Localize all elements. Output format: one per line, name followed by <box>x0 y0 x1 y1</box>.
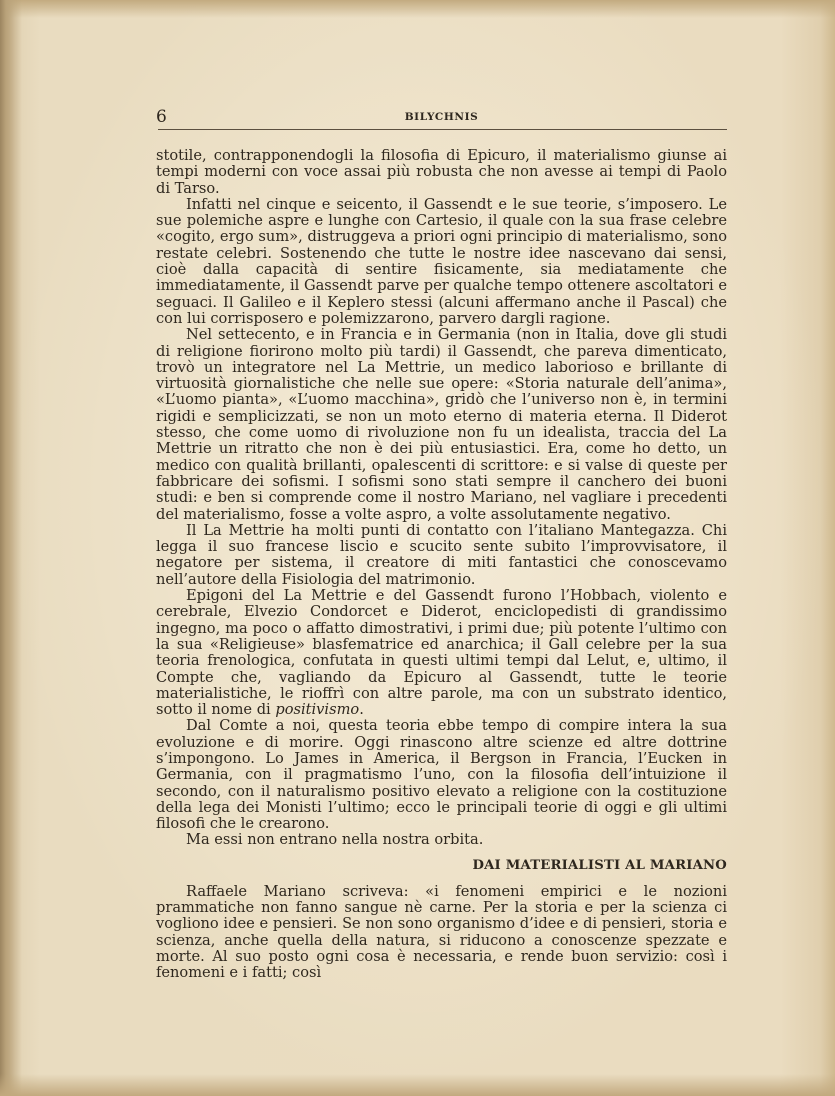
paragraph-la-mettrie: Il La Mettrie ha molti punti di contatto con l’italiano Mantegazza. Chi legga il suo francese liscio e scucito sente subito l’improvvisatore, il negatore per sistema, il creatore di miti fantastici che conoscevamo nell’autore della Fisiologia del matrimonio. <box>156 521 727 588</box>
paragraph-settecento: Nel settecento, e in Francia e in Germania (non in Italia, dove gli studi di religione fiorirono molto più tardi) il Gassendt, che pareva dimenticato, trovò un integratore nel La Mettrie, un medico laborioso e brillante di virtuosità giornalistiche che nelle sue opere: «Storia naturale dell’anima», «L’uomo pianta», «L’uomo macchina», gridò che l’universo non è, in termini rigidi e semplicizzati, se non un moto eterno di materia eterna. Il Diderot stesso, che come uomo di rivoluzione non fu un idealista, traccia del La Mettrie un ritratto che non è dei più entusiastici. Era, come ho detto, un medico con qualità brillanti, opalescenti di scrittore: e si valse di queste per fabbricare dei sofismi. I sofismi sono stati sempre il canchero dei buoni studi: e ben si comprende come il nostro Mariano, nel vagliare i precedenti del materialismo, fosse a volte aspro, a volte assolutamente negativo. <box>156 326 727 523</box>
section-heading: DAI MATERIALISTI AL MARIANO <box>472 857 727 873</box>
running-head <box>156 106 727 128</box>
journal-title: BILYCHNIS <box>404 111 479 123</box>
paragraph-gassendt: Infatti nel cinque e seicento, il Gassendt e le sue teorie, s’imposero. Le sue polemiche aspre e lunghe con Cartesio, il quale con la sua frase celebre «cogito, ergo sum», distruggeva a priori ogni principio di materialismo, sono restate celebri. Sostenendo che tutte le nostre idee nascevano dai sensi, cioè dalla capacità di sentire fisicamente, sia mediatamente che immediatamente, il Gassendt parve per qualche tempo ottenere ascoltatori e seguaci. Il Galileo e il Keplero stessi (alcuni affermano anche il Pascal) che con lui corrisposero e polemizzarono, parvero dargli ragione. <box>156 195 727 327</box>
paragraph-continuation: stotile, contrapponendogli la filosofia di Epicuro, il materialismo giunse ai tempi moderni con voce assai più robusta che non avesse ai tempi di Paolo di Tarso. <box>156 147 727 197</box>
page-number: 6 <box>156 107 167 127</box>
emphasis-positivismo: positivismo <box>275 701 360 719</box>
body-text <box>156 148 727 982</box>
header-rule <box>158 129 727 130</box>
paragraph-mariano: Raffaele Mariano scriveva: «i fenomeni empirici e le nozioni prammatiche non fanno sangue nè carne. Per la storia e per la scienza ci vogliono idee e pensieri. Se non sono organismo d’idee e di pensieri, storia e scienza, anche quella della natura, si riducono a conoscenze spezzate e morte. Al suo posto ogni cosa è necessaria, e rende buon servizio: così i fenomeni e i fatti; così <box>156 882 727 982</box>
paragraph-comte: Dal Comte a noi, questa teoria ebbe tempo di compire intera la sua evoluzione e di morire. Oggi rinascono altre scienze ed altre dottrine s’impongono. Lo James in America, il Bergson in Francia, l’Eucken in Germania, con il pragmatismo l’uno, con la filosofia dell’intuizione il secondo, con il naturalismo positivo elevato a religione con la costituzione della lega dei Monisti l’ultimo; ecco le principali teorie di oggi e gli ultimi filosofi che le crearono. <box>156 717 727 833</box>
page-binding-edge <box>0 0 22 1096</box>
paragraph-orbita: Ma essi non entrano nella nostra orbita. <box>186 831 484 849</box>
paragraph-epigoni-text: Epigoni del La Mettrie e del Gassendt furono l’Hobbach, violento e cerebrale, Elvezio Condorcet e Diderot, enciclopedisti di grandissimo ingegno, ma poco o affatto dimostrativi, i primi due; più potente l’ultimo con la sua «Religieuse» blasfematrice ed anarchica; il Gall celebre per la sua teoria frenologica, confutata in questi ultimi tempi dal Lelut, e, ultimo, il Compte che, vagliando da Epicuro al Gassendt, tutte le teorie materialistiche, le rioffrì con altre parole, ma con un substrato identico, sotto il nome di <box>156 587 727 719</box>
paragraph-epigoni: Epigoni del La Mettrie e del Gassendt furono l’Hobbach, violento e cerebrale, Elvezio Condorcet e Diderot, enciclopedisti di grandissimo ingegno, ma poco o affatto dimostrativi, i primi due; più potente l’ultimo con la sua «Religieuse» blasfematrice ed anarchica; il Gall celebre per la sua teoria frenologica, confutata in questi ultimi tempi dal Lelut, e, ultimo, il Compte che, vagliando da Epicuro al Gassendt, tutte le teorie materialistiche, le rioffrì con altre parole, ma con un substrato identico, sotto il nome di positivismo. <box>156 587 727 719</box>
